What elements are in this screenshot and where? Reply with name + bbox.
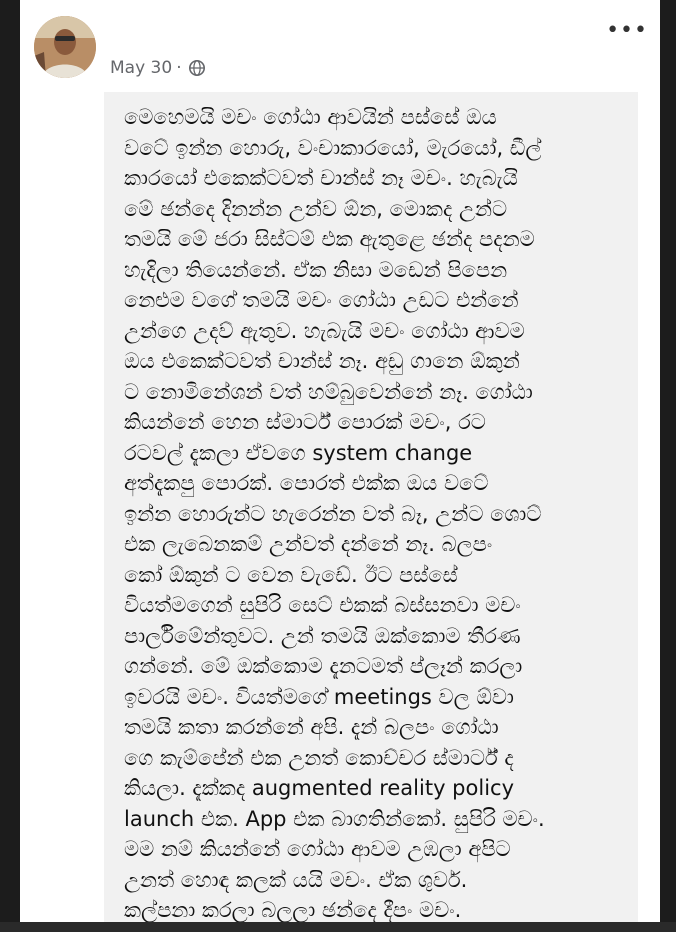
post-text-line: පාර්ලිමේන්තුවට. උන් තමයි ඔක්කොම තීරණ [124,623,521,648]
post-date[interactable]: May 30 [110,58,173,78]
post-text-line: වියත්මගෙන් සුපිරි සෙට් එකක් බස්සනවා මචං [124,593,521,617]
post-text-line: ඔය එකෙක්ටවත් චාන්ස් නෑ. අඩු ගානෙ ඕකුන් [124,349,520,373]
post-text-line: හැදිලා තියෙන්නේ. ඒක නිසා මඩෙන් පිපෙන [124,257,508,282]
post-text-line: ගන්නේ. මේ ඔක්කොම දැනටමත් ප්ලෑන් කරලා [124,654,523,678]
post-text-line: කල්පනා කරලා බලලා ඡන්දෙ දීපං මචං. [124,898,462,922]
post-text-line: කාරයෝ එකෙක්ටවත් චාන්ස් නෑ මචං. හැබැයි [124,166,518,190]
author-avatar[interactable] [34,16,96,78]
post-card [20,0,660,932]
meta-separator: · [176,58,182,78]
bottom-bar [0,922,676,932]
post-body [104,92,638,932]
post-meta [110,58,206,78]
post-text-line: launch එක. App එක බාගතින්කෝ. සුපිරි මචං. [124,806,545,831]
post-text-line: මම නම් කියන්නේ ගෝඨා ආවම උඹලා අපිට [124,837,511,861]
post-text-line: ට නොමිනේශන් වත් හම්බුවෙන්නේ නෑ. ගෝඨා [124,379,533,404]
post-text-line: කෝ ඕකුන් ට වෙන වැඩේ. ඊට පස්සේ [124,562,458,587]
post-text-line: ඉන්න හොරුන්ට හැරෙන්න වත් බෑ, උන්ට ශොට් [124,501,542,526]
post-text-line: වටේ ඉන්න හොරු, වංචාකාරයෝ, මැරයෝ, ඩීල් [124,135,542,160]
post-text [104,92,638,926]
post-text-line: තමයි කතා කරන්නේ අපි. දැන් බලපං ගෝඨා [124,715,499,739]
more-options-icon[interactable]: ••• [606,18,648,43]
post-text-line: කියන්නේ හෙන ස්මාර්ට් පොරක් මචං, රට [124,410,486,434]
post-text-line: මෙහෙමයි මචං ගෝඨා ආවයින් පස්සේ ඔය [124,105,497,129]
post-text-line: අත්දැකපු පොරක්. පොරත් එක්ක ඔය වටේ [124,471,489,495]
post-text-line: උනත් හොඳ කලක් යයි මචං. ඒක ශුවර්. [124,867,468,892]
post-text-line: නෙළුම වගේ තමයි මචං ගෝඨා උඩට එන්නේ [124,288,519,312]
post-text-line: කියලා. දැක්කද augmented reality policy [124,776,515,800]
post-text-line: එක ලැබෙනකම් උන්වත් දන්නේ නෑ. බලපං [124,532,493,556]
post-text-line: උන්ගෙ උදව් ඇතුව. හැබැයි මචං ගෝඨා ආවම [124,318,525,343]
post-text-line: තමයි මේ ජරා සිස්ටම් එක ඇතුළෙ ඡන්ද පදනම [124,227,535,251]
post-text-line: මේ ඡන්දෙ දිනන්න උන්ව ඕන, මොකද උන්ට [124,196,508,221]
profile-photo [34,16,96,78]
post-text-line: ඉවරයි මචං. වියත්මගේ meetings වල ඕවා [124,684,514,709]
post-text-line: ගෙ කැම්පේන් එක උනත් කොච්චර ස්මාර්ට් ද [124,745,514,770]
globe-icon [188,59,206,77]
post-text-line: රටවල් දැකලා ඒවගෙ system change [124,440,473,465]
